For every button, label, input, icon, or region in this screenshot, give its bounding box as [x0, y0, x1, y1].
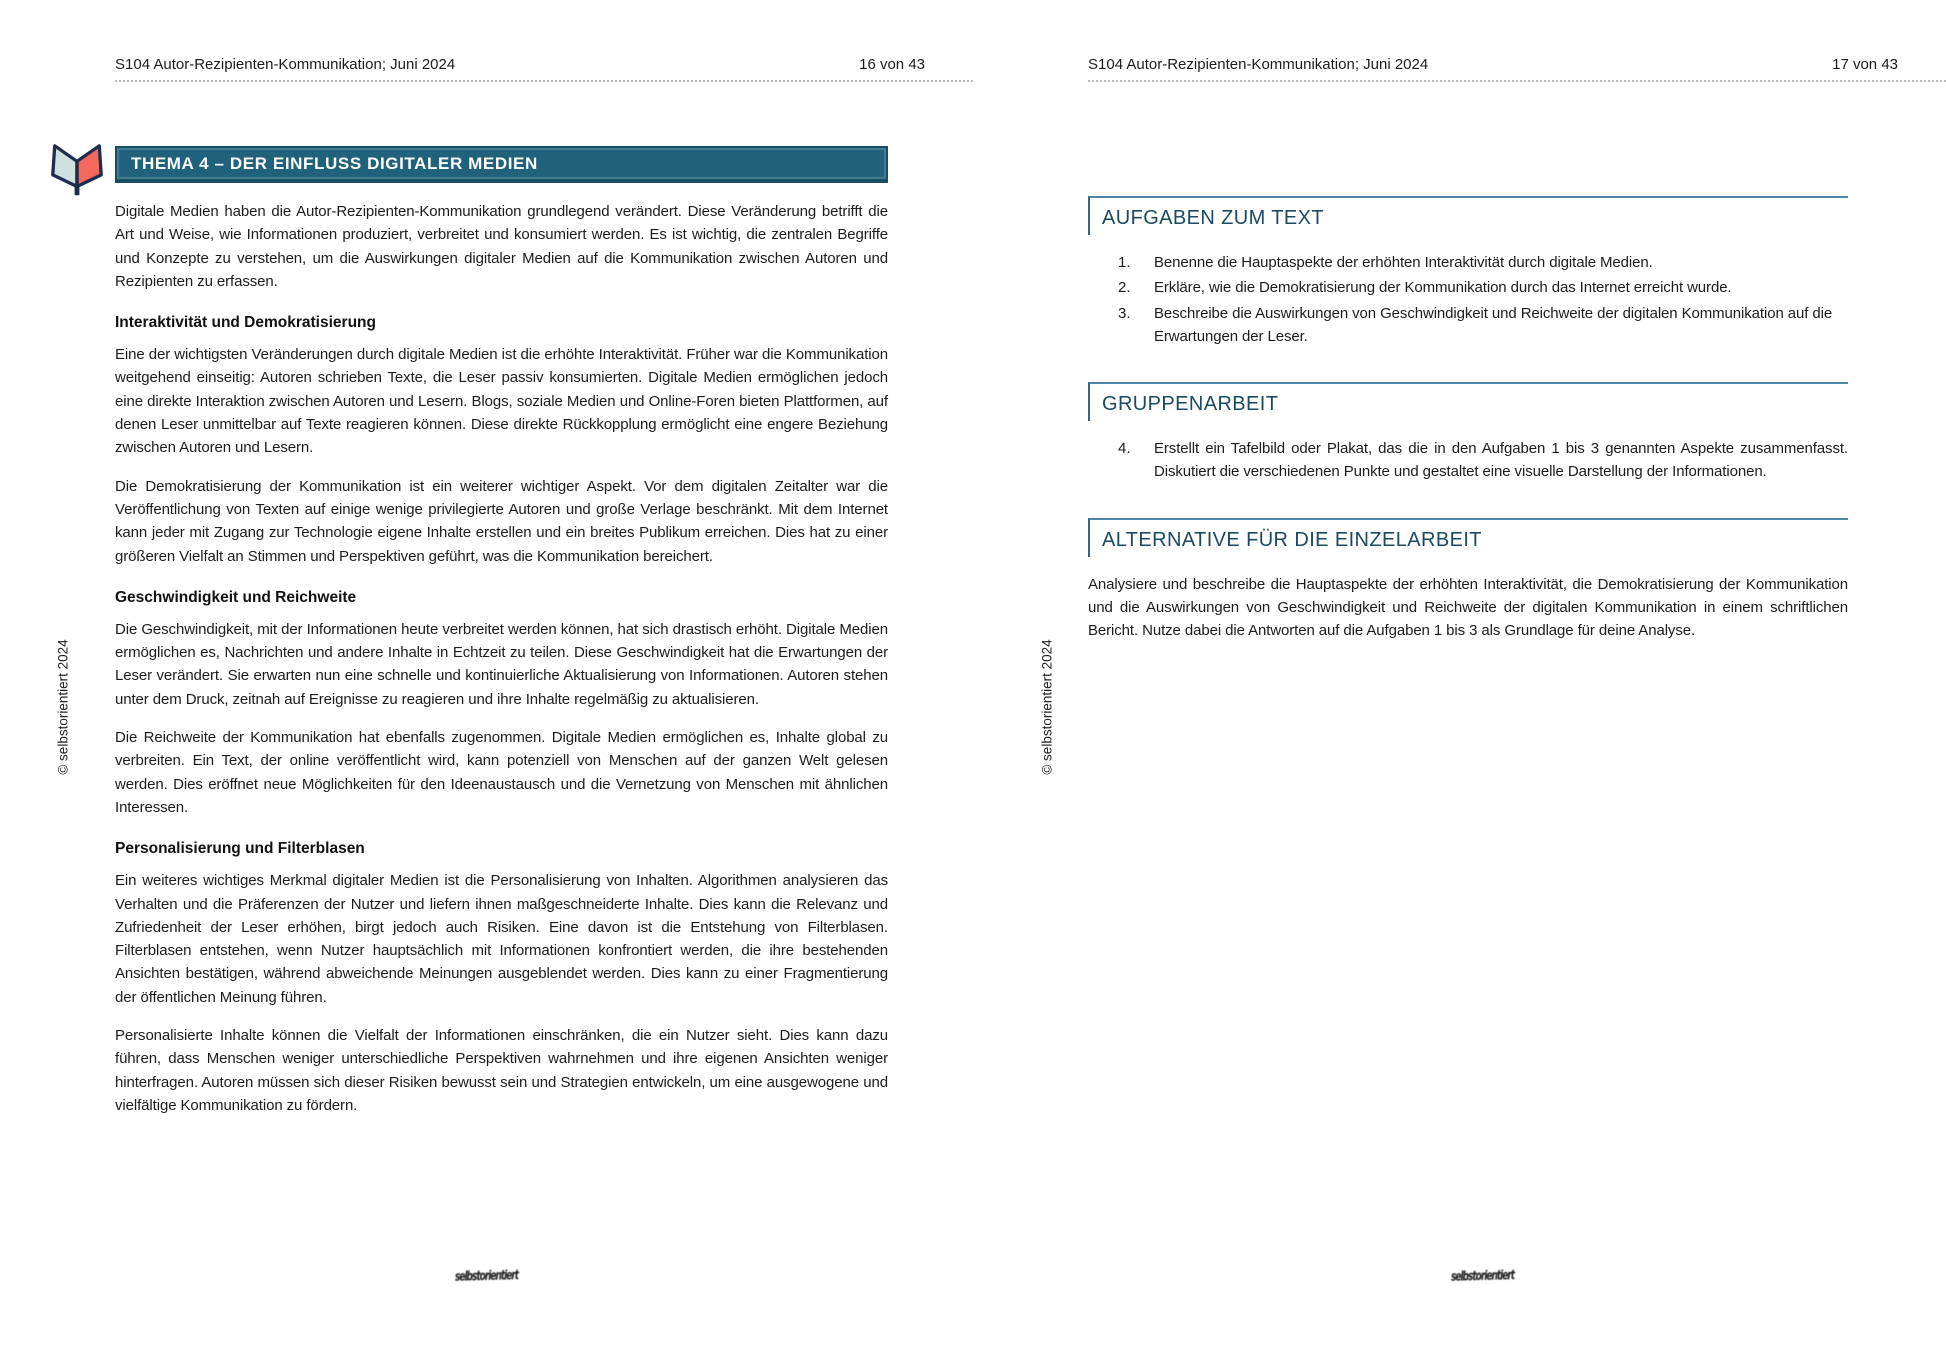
- task-list: [1118, 251, 1848, 348]
- topic-title: THEMA 4 – DER EINFLUSS DIGITALER MEDIEN: [131, 153, 538, 173]
- item-number: 3.: [1118, 304, 1131, 322]
- paragraph: Eine der wichtigsten Veränderungen durch digitale Medien ist die erhöhte Interaktivität. Früher war die Kommunikation weitgehend einseitig: Autoren schrieben Texte, die Leser passiv konsumierten. Digitale Medien ermöglichen jedoch eine direkte Interaktion zwischen Autoren und Lesern. Blogs, soziale Medien und Online-Foren bieten Plattformen, auf denen Leser unmittelbar auf Texte reagieren können. Diese direkte Rückkopplung ermöglicht eine engere Beziehung zwischen Autoren und Lesern.: [115, 346, 888, 457]
- vertical-copyright: © selbstorientiert 2024: [1039, 639, 1055, 775]
- document-title: S104 Autor-Rezipienten-Kommunikation; Juni 2024: [115, 56, 456, 73]
- list-item: [1118, 437, 1848, 484]
- list-item: [1118, 251, 1848, 274]
- section-tasks: [1088, 196, 1848, 348]
- footer-signature-logo: selbstorientiert: [1450, 1268, 1515, 1286]
- page-number: 16 von 43: [859, 56, 925, 73]
- item-text: Benenne die Hauptaspekte der erhöhten Interaktivität durch digitale Medien.: [1154, 254, 1653, 271]
- paragraph: Digitale Medien haben die Autor-Rezipienten-Kommunikation grundlegend verändert. Diese Veränderung betrifft die Art und Weise, wie Informationen produziert, verbreitet und konsumiert werden. Es ist wichtig, die zentralen Begriffe und Konzepte zu verstehen, um die Auswirkungen digitaler Medien auf die Kommunikation zwischen Autoren und Rezipienten zu erfassen.: [115, 203, 888, 290]
- subheading: Geschwindigkeit und Reichweite: [115, 588, 357, 606]
- section-header-groupwork: [1088, 382, 1848, 421]
- list-item: [1118, 302, 1848, 349]
- section-alternative: [1088, 518, 1848, 643]
- paragraph: Analysiere und beschreibe die Hauptaspekte der erhöhten Interaktivität, die Demokratisierung der Kommunikation und die Auswirkungen von Geschwindigkeit und Reichweite der digitalen Kommunikation in einem schriftlichen Bericht. Nutze dabei die Antworten auf die Aufgaben 1 bis 3 als Grundlage für deine Analyse.: [1088, 575, 1848, 640]
- paragraph: Personalisierte Inhalte können die Vielfalt der Informationen einschränken, die ein Nutzer sieht. Dies kann dazu führen, dass Menschen weniger unterschiedliche Perspektiven wahrnehmen und ihre eigenen Ansichten weniger hinterfragen. Autoren müssen sich dieser Risiken bewusst sein und Strategien entwickeln, um eine ausgewogene und vielfältige Kommunikation zu fördern.: [115, 1027, 888, 1114]
- item-text: Beschreibe die Auswirkungen von Geschwindigkeit und Reichweite der digitalen Kommunikation auf die Erwartungen der Leser.: [1154, 304, 1833, 345]
- list-item: [1118, 276, 1848, 299]
- item-text: Erkläre, wie die Demokratisierung der Kommunikation durch das Internet erreicht wurde.: [1154, 279, 1732, 297]
- running-header-right: [1088, 56, 1946, 82]
- topic-title-bar: [115, 146, 888, 183]
- page-right: [973, 0, 1946, 1369]
- item-number: 1.: [1118, 254, 1131, 271]
- page-number: 17 von 43: [1832, 56, 1898, 73]
- footer-signature-logo: selbstorientiert: [454, 1268, 519, 1286]
- section-groupwork: [1088, 382, 1848, 484]
- section-header-tasks: [1088, 196, 1848, 235]
- item-number: 4.: [1118, 440, 1131, 458]
- section-title: GRUPPENARBEIT: [1102, 393, 1279, 416]
- paragraph: Die Reichweite der Kommunikation hat ebenfalls zugenommen. Digitale Medien ermöglichen es, Inhalte global zu verbreiten. Ein Text, der online veröffentlicht wird, kann potenziell von Menschen auf der ganzen Welt gelesen werden. Dies eröffnet neue Möglichkeiten für den Ideenaustausch und die Vernetzung von Menschen mit ähnlichen Interessen.: [115, 729, 888, 816]
- paragraph: Die Geschwindigkeit, mit der Informationen heute verbreitet werden können, hat sich drastisch erhöht. Digitale Medien ermöglichen es, Nachrichten und andere Inhalte in Echtzeit zu teilen. Diese Geschwindigkeit hat die Erwartungen der Leser verändert. Sie erwarten nun eine schnelle und kontinuierliche Aktualisierung von Informationen. Autoren stehen unter dem Druck, zeitnah auf Ereignisse zu reagieren und ihre Inhalte regelmäßig zu aktualisieren.: [115, 620, 888, 708]
- running-header-left: [115, 56, 973, 82]
- article-body: [115, 200, 888, 1132]
- open-book-icon: [46, 140, 108, 202]
- section-title: AUFGABEN ZUM TEXT: [1102, 207, 1325, 229]
- task-list: [1118, 437, 1848, 484]
- paragraph: Die Demokratisierung der Kommunikation ist ein weiterer wichtiger Aspekt. Vor dem digitalen Zeitalter war die Veröffentlichung von Texten auf einige wenige privilegierte Autoren und große Verlage beschränkt. Mit dem Internet kann jeder mit Zugang zur Technologie eigene Inhalte erstellen und ein breites Publikum erreichen. Dies hat zu einer größeren Vielfalt an Stimmen und Perspektiven geführt, was die Kommunikation bereichert.: [115, 477, 888, 565]
- paragraph: Ein weiteres wichtiges Merkmal digitaler Medien ist die Personalisierung von Inhalten. Algorithmen analysieren das Verhalten und die Präferenzen der Nutzer und liefern ihnen maßgeschneiderte Inhalte. Dies kann die Relevanz und Zufriedenheit der Leser erhöhen, birgt jedoch auch Risiken. Eine davon ist die Entstehung von Filterblasen. Filterblasen entstehen, wenn Nutzer hauptsächlich mit Informationen konfrontiert werden, die ihre bestehenden Ansichten bestätigen, während abweichende Meinungen ausgeblendet werden. Dies kann zu einer Fragmentierung der öffentlichen Meinung führen.: [115, 872, 888, 1006]
- exercises-column: [1088, 196, 1848, 677]
- vertical-copyright: © selbstorientiert 2024: [55, 639, 71, 775]
- item-text: Erstellt ein Tafelbild oder Plakat, das die in den Aufgaben 1 bis 3 genannten Aspekte zusammenfasst. Diskutiert die verschiedenen Punkte und gestaltet eine visuelle Darstellung der Informationen.: [1154, 440, 1848, 481]
- section-header-alternative: [1088, 518, 1848, 557]
- section-title: ALTERNATIVE FÜR DIE EINZELARBEIT: [1102, 528, 1482, 551]
- subheading: Personalisierung und Filterblasen: [115, 840, 365, 858]
- document-title: S104 Autor-Rezipienten-Kommunikation; Juni 2024: [1088, 56, 1429, 73]
- subheading: Interaktivität und Demokratisierung: [115, 314, 376, 332]
- item-number: 2.: [1118, 279, 1131, 297]
